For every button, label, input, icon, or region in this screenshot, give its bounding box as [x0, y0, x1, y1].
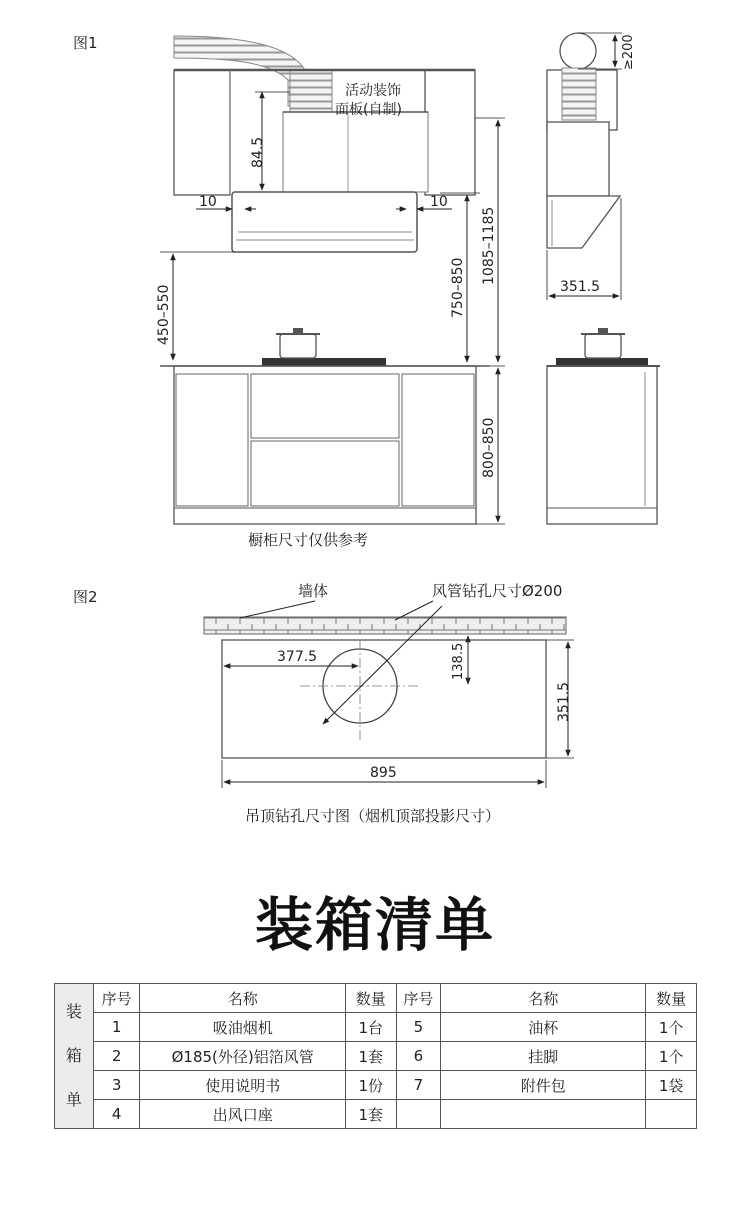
dim-351-5: 351.5: [556, 681, 572, 722]
wall-label: 墙体: [298, 582, 329, 600]
cell: 使用说明书: [140, 1071, 346, 1100]
dim-138-5: 138.5: [451, 642, 466, 680]
panel-note-line2: 面板(自制): [335, 102, 402, 118]
dim-351-5-side: 351.5: [560, 279, 601, 295]
cooktop-front: [262, 358, 386, 366]
cell: 3: [93, 1071, 140, 1100]
header-qty: 数量: [646, 984, 697, 1013]
cell: 1台: [345, 1013, 396, 1042]
cell: 4: [93, 1100, 140, 1129]
packing-list-table: [54, 983, 697, 1129]
table-row: [55, 1100, 697, 1129]
cell: [396, 1100, 441, 1129]
cell: 1份: [345, 1071, 396, 1100]
cell: 附件包: [441, 1071, 646, 1100]
panel-note-line1: 活动装饰: [345, 83, 401, 99]
upper-cabinet-left: [174, 70, 230, 195]
cell: 6: [396, 1042, 441, 1071]
packing-list-title: 装箱清单: [254, 891, 495, 959]
header-qty: 数量: [345, 984, 396, 1013]
cell: Ø185(外径)铝箔风管: [140, 1042, 346, 1071]
dim-200: ≥200: [621, 34, 636, 70]
duct-side: [560, 33, 596, 120]
cell: 1: [93, 1013, 140, 1042]
side-char: 单: [65, 1090, 82, 1109]
header-name: 名称: [140, 984, 346, 1013]
cell: 油杯: [441, 1013, 646, 1042]
figure2-caption: 吊顶钻孔尺寸图（烟机顶部投影尺寸）: [245, 807, 501, 825]
wall: [204, 617, 566, 634]
packing-side-label: [55, 984, 94, 1129]
dim-377-5: 377.5: [277, 649, 318, 665]
table-row: [55, 1013, 697, 1042]
table-row: [55, 1042, 697, 1071]
upper-cabinet-right: [425, 70, 475, 195]
figure1-caption: 橱柜尺寸仅供参考: [248, 531, 369, 549]
cell: 2: [93, 1042, 140, 1071]
cell: 吸油烟机: [140, 1013, 346, 1042]
dim-10-right: 10: [430, 194, 448, 210]
cell: 出风口座: [140, 1100, 346, 1129]
cell: 1个: [646, 1042, 697, 1071]
header-no: 序号: [396, 984, 441, 1013]
range-hood-side: [547, 122, 620, 248]
range-hood-front: [232, 192, 417, 252]
dim-800-850: 800–850: [481, 417, 497, 478]
dim-750-850: 750–850: [450, 257, 466, 318]
table-header-row: [55, 984, 697, 1013]
decorative-panel: [283, 112, 428, 192]
lower-cabinet-side: [547, 366, 657, 524]
cell: 1个: [646, 1013, 697, 1042]
figure1-label: 图1: [73, 34, 98, 52]
dim-895: 895: [370, 765, 397, 781]
cooktop-side: [556, 358, 648, 366]
cell: [646, 1100, 697, 1129]
side-char: 装: [65, 1002, 82, 1021]
duct-hole-label: 风管钻孔尺寸Ø200: [432, 582, 563, 600]
dim-1085-1185: 1085–1185: [481, 206, 497, 285]
cell: 5: [396, 1013, 441, 1042]
header-name: 名称: [441, 984, 646, 1013]
cell: 1套: [345, 1042, 396, 1071]
dim-10-left: 10: [199, 194, 217, 210]
dim-84-5: 84.5: [250, 136, 266, 168]
pot-front: [276, 328, 320, 358]
cell: 1袋: [646, 1071, 697, 1100]
dim-450-550: 450–550: [156, 284, 172, 345]
pot-side: [581, 328, 625, 358]
cell: 1套: [345, 1100, 396, 1129]
cell: 挂脚: [441, 1042, 646, 1071]
cell: [441, 1100, 646, 1129]
figure2-label: 图2: [73, 588, 98, 606]
header-no: 序号: [93, 984, 140, 1013]
cell: 7: [396, 1071, 441, 1100]
side-char: 箱: [65, 1046, 82, 1065]
table-row: [55, 1071, 697, 1100]
